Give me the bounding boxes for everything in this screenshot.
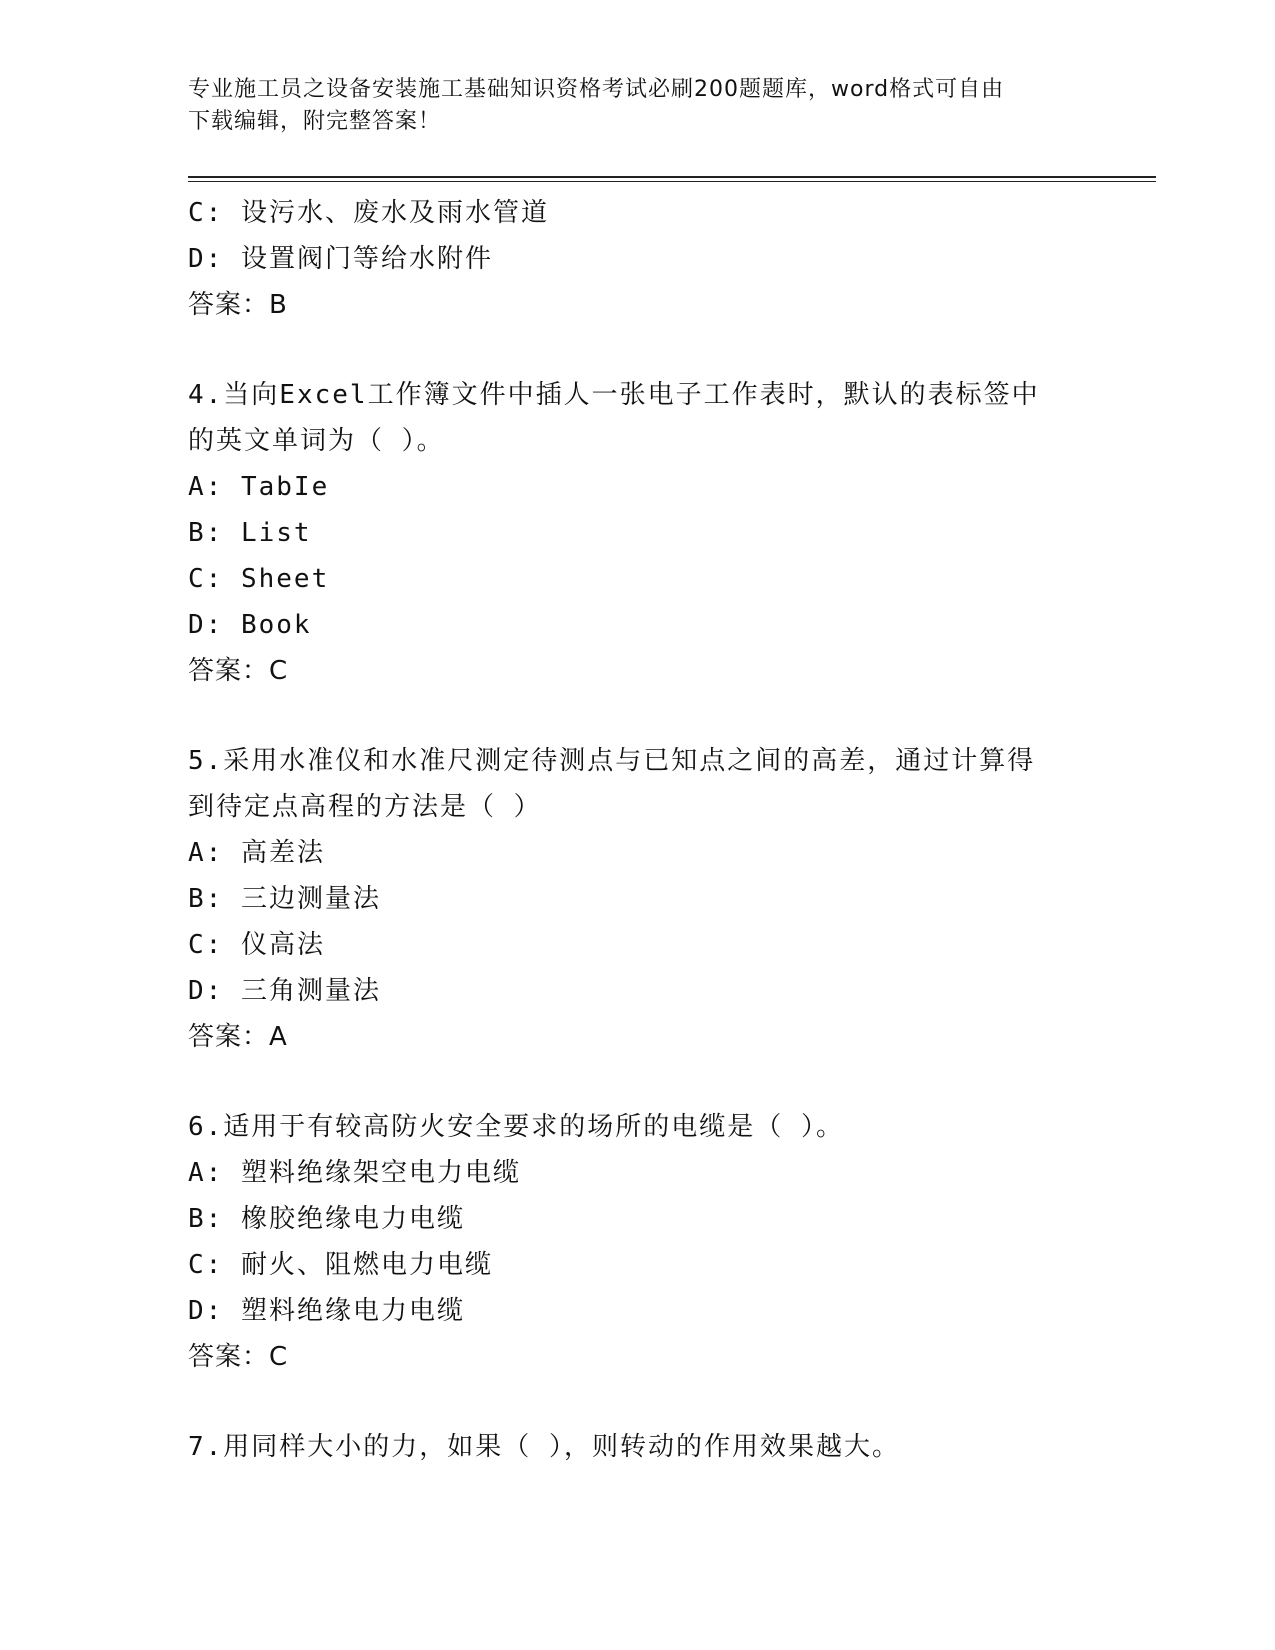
question-5-option-d: D: 三角测量法 xyxy=(188,976,381,1006)
question-7 xyxy=(188,1424,1088,1470)
question-5-stem-line-2: 到待定点高程的方法是（ ） xyxy=(188,792,542,822)
question-4-answer: 答案：C xyxy=(188,656,289,686)
question-3-tail xyxy=(188,190,1088,328)
question-7-stem-line-1: 7.用同样大小的力，如果（ ），则转动的作用效果越大。 xyxy=(188,1432,900,1462)
spacer xyxy=(188,694,1088,738)
question-6-stem-line-1: 6.适用于有较高防火安全要求的场所的电缆是（ ）。 xyxy=(188,1112,844,1142)
question-list xyxy=(188,190,1088,1470)
question-3-answer: 答案：B xyxy=(188,290,288,320)
question-6-option-c: C: 耐火、阻燃电力电缆 xyxy=(188,1250,493,1280)
question-4-option-b: B: List xyxy=(188,518,312,548)
question-5 xyxy=(188,738,1088,1060)
header-title-line-2: 下载编辑，附完整答案！ xyxy=(188,109,442,134)
question-6-answer: 答案：C xyxy=(188,1342,289,1372)
question-3-option-c: C: 设污水、废水及雨水管道 xyxy=(188,198,549,228)
question-5-answer: 答案：A xyxy=(188,1022,288,1052)
question-5-option-b: B: 三边测量法 xyxy=(188,884,381,914)
header-divider-thick xyxy=(188,176,1156,178)
header-title-line-1: 专业施工员之设备安装施工基础知识资格考试必刷200题题库，word格式可自由 xyxy=(188,77,1005,102)
question-6-option-b: B: 橡胶绝缘电力电缆 xyxy=(188,1204,465,1234)
spacer xyxy=(188,328,1088,372)
question-5-option-c: C: 仪高法 xyxy=(188,930,325,960)
document-header xyxy=(188,74,1068,138)
header-divider-thin xyxy=(188,181,1156,182)
question-5-option-a: A: 高差法 xyxy=(188,838,325,868)
question-4-stem-line-1: 4.当向Excel工作簿文件中插人一张电子工作表时，默认的表标签中 xyxy=(188,380,1040,410)
question-6 xyxy=(188,1104,1088,1380)
question-4-option-d: D: Book xyxy=(188,610,312,640)
question-4-option-c: C: Sheet xyxy=(188,564,330,594)
question-4 xyxy=(188,372,1088,694)
spacer xyxy=(188,1380,1088,1424)
question-4-option-a: A: TabIe xyxy=(188,472,330,502)
question-3-option-d: D: 设置阀门等给水附件 xyxy=(188,244,493,274)
question-6-option-d: D: 塑料绝缘电力电缆 xyxy=(188,1296,465,1326)
spacer xyxy=(188,1060,1088,1104)
question-4-stem-line-2: 的英文单词为（ ）。 xyxy=(188,426,445,456)
question-6-option-a: A: 塑料绝缘架空电力电缆 xyxy=(188,1158,521,1188)
question-5-stem-line-1: 5.采用水准仪和水准尺测定待测点与已知点之间的高差，通过计算得 xyxy=(188,746,1036,776)
